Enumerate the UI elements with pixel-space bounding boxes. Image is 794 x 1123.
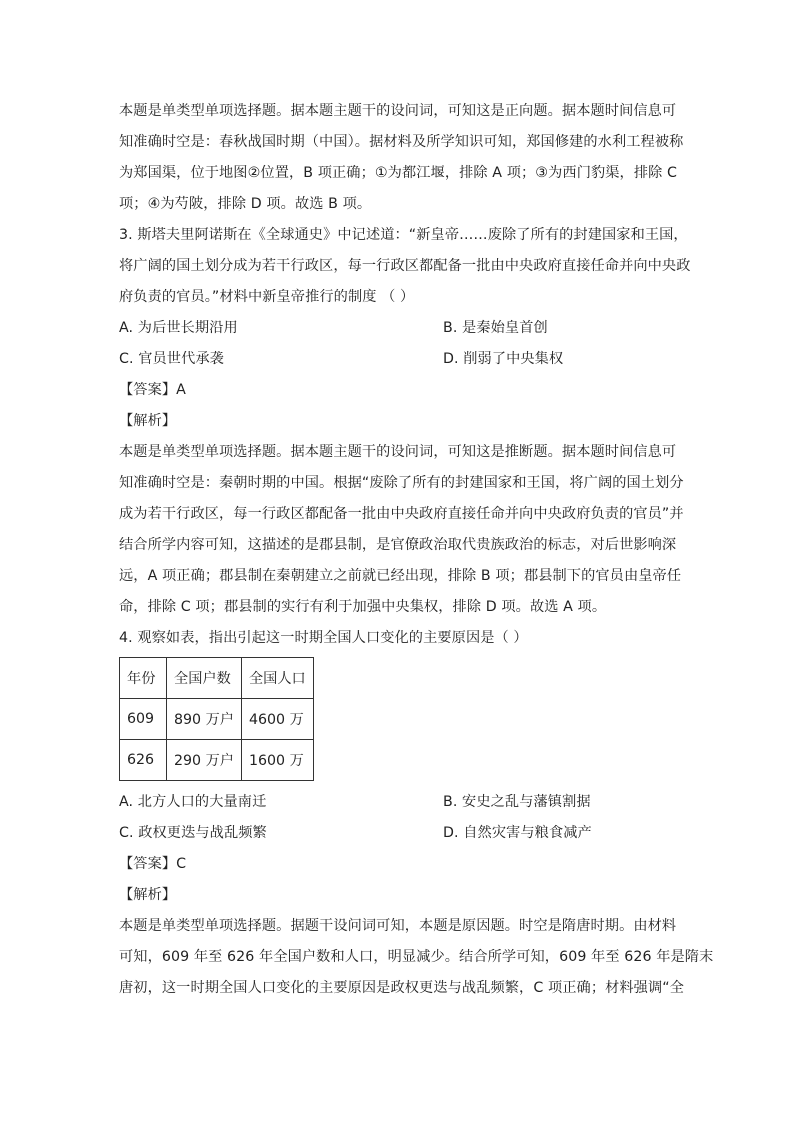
q2-analysis-paragraph — [119, 96, 684, 220]
text-line: 为郑国渠，位于地图②位置，B 项正确；①为都江堰，排除 A 项；③为西门豹渠，排除 C — [119, 165, 678, 181]
table-cell: 4600 万 — [241, 699, 313, 740]
option-a: A. 北方人口的大量南迁 — [119, 794, 267, 810]
table-header-cell: 全国户数 — [167, 658, 242, 699]
question-stem-line: 4. 观察如表，指出引起这一时期全国人口变化的主要原因是（ ） — [119, 630, 528, 646]
options-row — [119, 787, 679, 818]
table-cell: 890 万户 — [167, 699, 242, 740]
table-header-cell: 年份 — [120, 658, 167, 699]
option-a: A. 为后世长期沿用 — [119, 320, 238, 336]
question-stem-line: 将广阔的国土划分成为若干行政区，每一行政区都配备一批由中央政府直接任命并向中央政 — [119, 258, 691, 274]
analysis-line: 本题是单类型单项选择题。据本题主题干的设问词，可知这是推断题。据本题时间信息可 — [119, 444, 677, 460]
analysis-line: 成为若干行政区，每一行政区都配备一批由中央政府直接任命并向中央政府负责的官员”并 — [119, 506, 684, 522]
question-4 — [119, 623, 714, 1004]
analysis-line: 可知，609 年至 626 年全国户数和人口，明显减少。结合所学可知，609 年至 626 年是隋末 — [119, 949, 714, 965]
options-row — [119, 818, 679, 849]
question-stem-line: 3. 斯塔夫里阿诺斯在《全球通史》中记述道：“新皇帝……废除了所有的封建国家和王国， — [119, 227, 688, 243]
table-cell: 609 — [120, 699, 167, 740]
option-c: C. 官员世代承袭 — [119, 351, 224, 367]
option-c: C. 政权更迭与战乱频繁 — [119, 825, 267, 841]
answer-label: 【答案】C — [119, 856, 187, 872]
answer-label: 【答案】A — [119, 382, 186, 398]
table-row — [120, 699, 314, 740]
analysis-line: 知准确时空是：秦朝时期的中国。根据“废除了所有的封建国家和王国，将广阔的国土划分 — [119, 475, 684, 491]
options-row — [119, 344, 679, 375]
options-row — [119, 313, 679, 344]
population-table-wrapper — [119, 657, 679, 781]
analysis-title: 【解析】 — [119, 887, 177, 903]
option-d: D. 自然灾害与粮食减产 — [443, 825, 592, 841]
option-d: D. 削弱了中央集权 — [443, 351, 564, 367]
analysis-line: 本题是单类型单项选择题。据题干设问词可知，本题是原因题。时空是隋唐时期。由材料 — [119, 918, 677, 934]
table-header-row — [120, 658, 314, 699]
option-b: B. 是秦始皇首创 — [443, 320, 548, 336]
analysis-line: 唐初，这一时期全国人口变化的主要原因是政权更迭与战乱频繁，C 项正确；材料强调“全 — [119, 980, 684, 996]
table-cell: 290 万户 — [167, 740, 242, 781]
analysis-line: 命，排除 C 项；郡县制的实行有利于加强中央集权，排除 D 项。故选 A 项。 — [119, 599, 607, 615]
table-cell: 626 — [120, 740, 167, 781]
analysis-title: 【解析】 — [119, 413, 177, 429]
option-b: B. 安史之乱与藩镇割据 — [443, 794, 591, 810]
table-cell: 1600 万 — [241, 740, 313, 781]
text-line: 本题是单类型单项选择题。据本题主题干的设问词，可知这是正向题。据本题时间信息可 — [119, 103, 677, 119]
text-line: 知准确时空是：春秋战国时期（中国）。据材料及所学知识可知，郑国修建的水利工程被称 — [119, 134, 684, 150]
text-line: 项；④为芍陂，排除 D 项。故选 B 项。 — [119, 196, 372, 212]
table-row — [120, 740, 314, 781]
question-stem-line: 府负责的官员。”材料中新皇帝推行的制度 （ ） — [119, 289, 415, 305]
analysis-line: 远，A 项正确；郡县制在秦朝建立之前就已经出现，排除 B 项；郡县制下的官员由皇帝任 — [119, 568, 682, 584]
question-3 — [119, 220, 691, 623]
population-table — [119, 657, 314, 781]
analysis-line: 结合所学内容可知，这描述的是郡县制，是官僚政治取代贵族政治的标志，对后世影响深 — [119, 537, 677, 553]
document-content — [119, 96, 714, 1004]
table-header-cell: 全国人口 — [241, 658, 313, 699]
